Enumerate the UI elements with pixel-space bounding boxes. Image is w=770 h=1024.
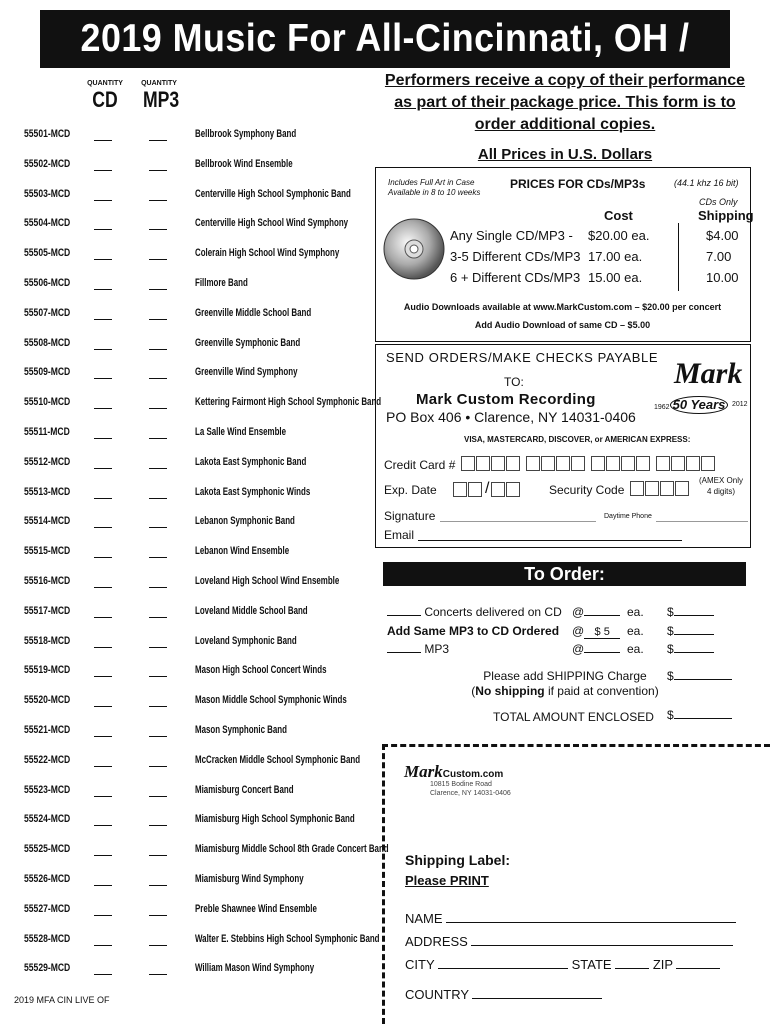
format-text: (44.1 khz 16 bit) — [674, 178, 739, 188]
item-row — [24, 784, 374, 804]
downloads-text: Audio Downloads available at www.MarkCustom.com – $20.00 per concert — [403, 302, 722, 312]
no-shipping-text: No shipping — [475, 684, 545, 698]
mp3-qty-field[interactable] — [149, 706, 167, 707]
cd-qty-field[interactable] — [94, 498, 112, 499]
cd-qty-field[interactable] — [94, 229, 112, 230]
item-code: 55508-MCD — [24, 336, 71, 349]
includes-text: Includes Full Art in Case — [388, 178, 475, 187]
cd-qty-field[interactable] — [94, 706, 112, 707]
item-row — [24, 456, 374, 476]
exp-date-input[interactable]: / — [453, 480, 521, 498]
item-name: Mason Symphonic Band — [195, 724, 287, 736]
item-code: 55519-MCD — [24, 664, 71, 677]
mp3-qty-field[interactable] — [149, 945, 167, 946]
email-field[interactable] — [418, 540, 682, 541]
price-tier-label: 3-5 Different CDs/MP3 — [450, 249, 581, 264]
item-code: 55513-MCD — [24, 485, 71, 498]
item-code: 55518-MCD — [24, 634, 71, 647]
item-name: Miamisburg Wind Symphony — [195, 873, 304, 885]
mp3-qty-field[interactable] — [149, 617, 167, 618]
item-name: Lakota East Symphonic Band — [195, 455, 307, 468]
mp3-total-field[interactable] — [674, 652, 714, 653]
mp3-qty-field[interactable] — [149, 736, 167, 737]
footer-code: 2019 MFA CIN LIVE OF — [14, 995, 110, 1005]
cd-qty-field[interactable] — [94, 319, 112, 320]
label-address-1: 10815 Bodine Road — [430, 781, 492, 788]
cd-qty-field[interactable] — [94, 170, 112, 171]
item-row — [24, 843, 389, 863]
cd-qty-field[interactable] — [94, 468, 112, 469]
item-name: Colerain High School Wind Symphony — [195, 247, 340, 260]
cut-line-horizontal — [382, 744, 770, 747]
mp3-price-field[interactable] — [584, 652, 620, 653]
available-text: Available in 8 to 10 weeks — [388, 188, 481, 197]
amex-note: (AMEX Only 4 digits) — [698, 476, 743, 496]
item-code: 55524-MCD — [24, 813, 71, 826]
item-name: Centerville High School Wind Symphony — [195, 217, 349, 230]
mp3-add-price: $ 5 — [584, 626, 620, 639]
mp3-qty-field[interactable] — [149, 378, 167, 379]
prices-title: PRICES FOR CDs/MP3s — [510, 177, 646, 191]
price-tier-cost: $20.00 ea. — [588, 228, 650, 243]
zip-field[interactable] — [676, 968, 720, 969]
payment-box — [375, 344, 751, 548]
item-row — [24, 426, 374, 446]
performers-note: Performers receive a copy of their performance as part of their package price. This form is to order additional copies. — [384, 72, 746, 133]
item-name: McCracken Middle School Symphonic Band — [195, 753, 361, 766]
cd-qty-field[interactable] — [94, 736, 112, 737]
item-name: Fillmore Band — [195, 277, 248, 289]
mp3-qty-field[interactable] — [149, 498, 167, 499]
item-name: Greenville Symphonic Band — [195, 336, 301, 349]
item-row — [24, 605, 374, 625]
cut-line-vertical — [382, 744, 385, 1024]
item-code: 55507-MCD — [24, 306, 71, 319]
cd-qty-field[interactable] — [94, 825, 112, 826]
price-tier-cost: 17.00 ea. — [588, 249, 643, 264]
total-label: TOTAL AMOUNT ENCLOSED — [493, 710, 654, 724]
item-row — [24, 217, 374, 237]
markcustom-logo: MarkCustom.com — [404, 762, 504, 781]
cd-qty-field[interactable] — [94, 140, 112, 141]
item-name: Loveland High School Wind Ensemble — [195, 575, 340, 587]
cd-qty-field[interactable] — [94, 408, 112, 409]
item-name: Lebanon Symphonic Band — [195, 515, 295, 528]
cd-qty-field[interactable] — [94, 378, 112, 379]
total-field[interactable] — [674, 718, 732, 719]
item-name: William Mason Wind Symphony — [195, 962, 315, 975]
item-code: 55510-MCD — [24, 396, 71, 409]
accepted-cards: VISA, MASTERCARD, DISCOVER, or AMERICAN EXPRESS: — [464, 435, 691, 444]
company-name: Mark Custom Recording — [416, 391, 596, 408]
price-tier-cost: 15.00 ea. — [588, 270, 643, 285]
mp3-column-header: MP3 — [143, 87, 180, 112]
daytime-phone-field[interactable] — [656, 521, 748, 522]
mp3-qty-field[interactable] — [149, 796, 167, 797]
cd-qty-field[interactable] — [94, 587, 112, 588]
mp3-qty-field[interactable] — [149, 885, 167, 886]
price-tier-shipping: $4.00 — [706, 228, 739, 243]
mp3-qty-field[interactable] — [149, 647, 167, 648]
price-tier-label: Any Single CD/MP3 - — [450, 228, 573, 243]
state-field[interactable] — [615, 968, 649, 969]
mp3-qty-field[interactable] — [387, 652, 421, 653]
email-label: Email — [384, 528, 415, 542]
item-name: Preble Shawnee Wind Ensemble — [195, 902, 317, 915]
shipping-charge-label: Please add SHIPPING Charge — [483, 669, 647, 683]
item-name: La Salle Wind Ensemble — [195, 426, 287, 438]
city-label: CITY — [405, 957, 435, 972]
item-name: Mason High School Concert Winds — [195, 664, 327, 677]
item-row — [24, 724, 374, 744]
mp3-qty-field[interactable] — [149, 766, 167, 767]
mp3-qty-field[interactable] — [149, 289, 167, 290]
item-code: 55511-MCD — [24, 426, 70, 438]
convention-text: if paid at convention — [547, 684, 655, 698]
add-download-text: Add Audio Download of same CD – $5.00 — [474, 320, 651, 330]
cd-qty-field[interactable] — [94, 647, 112, 648]
item-code: 55502-MCD — [24, 157, 71, 170]
mp3-qty-field[interactable] — [149, 915, 167, 916]
item-row — [24, 247, 374, 267]
item-code: 55520-MCD — [24, 694, 71, 707]
cd-qty-field[interactable] — [94, 885, 112, 886]
item-code: 55523-MCD — [24, 783, 71, 796]
item-row — [24, 277, 374, 297]
mp3-qty-field[interactable] — [149, 438, 167, 439]
prices-heading: All Prices in U.S. Dollars — [477, 146, 653, 163]
mp3-qty-field[interactable] — [149, 825, 167, 826]
city-field[interactable] — [438, 968, 568, 969]
send-heading: SEND ORDERS/MAKE CHECKS PAYABLE — [386, 350, 659, 365]
item-code: 55501-MCD — [24, 128, 71, 140]
mp3-qty-field[interactable] — [149, 408, 167, 409]
item-row — [24, 635, 374, 655]
label-address-2: Clarence, NY 14031-0406 — [430, 790, 511, 797]
item-code: 55522-MCD — [24, 753, 71, 766]
item-code: 55521-MCD — [24, 724, 71, 736]
mp3-qty-field[interactable] — [149, 140, 167, 141]
mp3-qty-field[interactable] — [149, 557, 167, 558]
price-tier-label: 6 + Different CDs/MP3 — [450, 270, 581, 285]
mark-50-years-logo: Mark 50 Years 1962 2012 — [654, 357, 748, 412]
address-field[interactable] — [471, 945, 733, 946]
country-label: COUNTRY — [405, 987, 469, 1002]
item-row — [24, 664, 374, 684]
item-row — [24, 575, 374, 595]
item-name: Lakota East Symphonic Winds — [195, 485, 311, 498]
cd-qty-field[interactable] — [94, 945, 112, 946]
item-code: 55525-MCD — [24, 843, 71, 856]
mp3-qty-field[interactable] — [149, 229, 167, 230]
company-address: PO Box 406 • Clarence, NY 14031-0406 — [386, 409, 636, 425]
mp3-qty-field[interactable] — [149, 200, 167, 201]
please-print: Please PRINT — [405, 873, 489, 888]
item-row — [24, 694, 374, 714]
cd-qty-field[interactable] — [94, 676, 112, 677]
concerts-total-field[interactable] — [674, 615, 714, 616]
order-mp3-row: MP3 — [387, 642, 449, 656]
cd-qty-field[interactable] — [94, 855, 112, 856]
cd-column-header: CD — [92, 87, 118, 112]
item-code: 55515-MCD — [24, 545, 71, 558]
item-name: Centerville High School Symphonic Band — [195, 187, 351, 200]
shipping-total-field[interactable] — [674, 679, 732, 680]
mp3-qty-field[interactable] — [149, 170, 167, 171]
item-row — [24, 545, 374, 565]
item-row — [24, 873, 374, 893]
page-title: 2019 Music For All-Cincinnati, OH / CDs & MP3s — [40, 10, 730, 68]
cd-qty-field[interactable] — [94, 438, 112, 439]
price-tier-shipping: 10.00 — [706, 270, 739, 285]
cd-qty-field[interactable] — [94, 527, 112, 528]
name-field[interactable] — [446, 922, 736, 923]
exp-date-label: Exp. Date — [384, 483, 437, 497]
item-row — [24, 158, 374, 178]
credit-card-label: Credit Card # — [384, 458, 456, 472]
item-name: Loveland Symphonic Band — [195, 634, 297, 647]
item-name: Bellbrook Wind Ensemble — [195, 157, 293, 170]
cd-qty-field[interactable] — [94, 915, 112, 916]
cd-qty-field[interactable] — [94, 974, 112, 975]
item-name: Lebanon Wind Ensemble — [195, 545, 290, 558]
item-row — [24, 515, 374, 535]
mp3-qty-field[interactable] — [149, 319, 167, 320]
add-mp3-total-field[interactable] — [674, 634, 714, 635]
credit-card-number-input[interactable] — [461, 455, 721, 473]
item-name: Mason Middle School Symphonic Winds — [195, 694, 347, 707]
send-to: TO: — [504, 375, 524, 389]
concerts-qty-field[interactable] — [387, 615, 421, 616]
item-code: 55504-MCD — [24, 217, 71, 230]
item-row — [24, 307, 374, 327]
daytime-phone-label: Daytime Phone — [604, 513, 652, 520]
cost-header: Cost — [604, 208, 633, 223]
item-code: 55529-MCD — [24, 962, 71, 975]
cd-quantity-label: QUANTITY — [87, 80, 123, 87]
each-label-2: ea. — [627, 624, 644, 638]
item-name: Kettering Fairmont High School Symphonic Band — [195, 396, 382, 409]
cds-only-text: CDs Only — [699, 197, 738, 207]
mp3-qty-field[interactable] — [149, 349, 167, 350]
order-concerts-row: Concerts delivered on CD — [387, 605, 562, 619]
mp3-quantity-label: QUANTITY — [141, 80, 177, 87]
item-code: 55512-MCD — [24, 455, 71, 468]
mp3-qty-field[interactable] — [149, 468, 167, 469]
mp3-qty-field[interactable] — [149, 974, 167, 975]
security-code-input[interactable] — [630, 480, 690, 498]
each-label-3: ea. — [627, 642, 644, 656]
state-label: STATE — [571, 957, 612, 972]
cd-qty-field[interactable] — [94, 349, 112, 350]
mp3-qty-field[interactable] — [149, 527, 167, 528]
cd-qty-field[interactable] — [94, 766, 112, 767]
item-code: 55503-MCD — [24, 187, 71, 200]
price-box — [375, 167, 754, 342]
cd-qty-field[interactable] — [94, 557, 112, 558]
cd-qty-field[interactable] — [94, 796, 112, 797]
item-row — [24, 396, 382, 416]
item-name: Miamisburg Middle School 8th Grade Concert Band — [195, 843, 389, 856]
item-name: Bellbrook Symphony Band — [195, 128, 297, 140]
item-name: Miamisburg Concert Band — [195, 783, 294, 796]
item-row — [24, 813, 374, 833]
cd-disc-icon — [382, 217, 446, 286]
signature-label: Signature — [384, 509, 436, 523]
name-label: NAME — [405, 911, 443, 926]
item-row — [24, 337, 374, 357]
item-code: 55506-MCD — [24, 277, 71, 289]
item-code: 55526-MCD — [24, 873, 71, 885]
item-row — [24, 962, 374, 982]
country-field[interactable] — [472, 998, 602, 999]
cd-qty-field[interactable] — [94, 200, 112, 201]
security-code-label: Security Code — [549, 483, 625, 497]
mp3-qty-field[interactable] — [149, 855, 167, 856]
cd-qty-field[interactable] — [94, 259, 112, 260]
cd-qty-field[interactable] — [94, 289, 112, 290]
concerts-price-field[interactable] — [584, 615, 620, 616]
shipping-header: Shipping — [698, 208, 754, 223]
cd-qty-field[interactable] — [94, 617, 112, 618]
item-code: 55505-MCD — [24, 247, 71, 260]
item-code: 55527-MCD — [24, 902, 71, 915]
item-code: 55514-MCD — [24, 515, 71, 528]
item-row — [24, 932, 380, 953]
signature-field[interactable] — [440, 521, 596, 522]
item-name: Miamisburg High School Symphonic Band — [195, 813, 355, 826]
item-row — [24, 128, 374, 148]
item-row — [24, 754, 374, 774]
item-name: Greenville Wind Symphony — [195, 366, 298, 379]
item-code: 55528-MCD — [24, 932, 71, 945]
item-row — [24, 903, 374, 923]
item-row — [24, 188, 374, 208]
address-label: ADDRESS — [405, 934, 468, 949]
item-name: Loveland Middle School Band — [195, 604, 308, 617]
shipping-label-heading: Shipping Label: — [405, 852, 510, 868]
item-code: 55516-MCD — [24, 575, 71, 587]
mp3-qty-field[interactable] — [149, 676, 167, 677]
zip-label: ZIP — [652, 957, 673, 972]
to-order-heading: To Order: — [383, 562, 746, 586]
mp3-qty-field[interactable] — [149, 259, 167, 260]
price-tier-shipping: 7.00 — [706, 249, 732, 264]
item-name: Greenville Middle School Band — [195, 306, 312, 319]
item-code: 55517-MCD — [24, 604, 71, 617]
item-row — [24, 366, 374, 386]
item-code: 55509-MCD — [24, 366, 71, 379]
each-label-1: ea. — [627, 605, 644, 619]
item-row — [24, 486, 374, 506]
add-mp3-label: Add Same MP3 to CD Ordered — [387, 624, 560, 638]
mp3-qty-field[interactable] — [149, 587, 167, 588]
item-name: Walter E. Stebbins High School Symphonic Band — [195, 932, 380, 945]
